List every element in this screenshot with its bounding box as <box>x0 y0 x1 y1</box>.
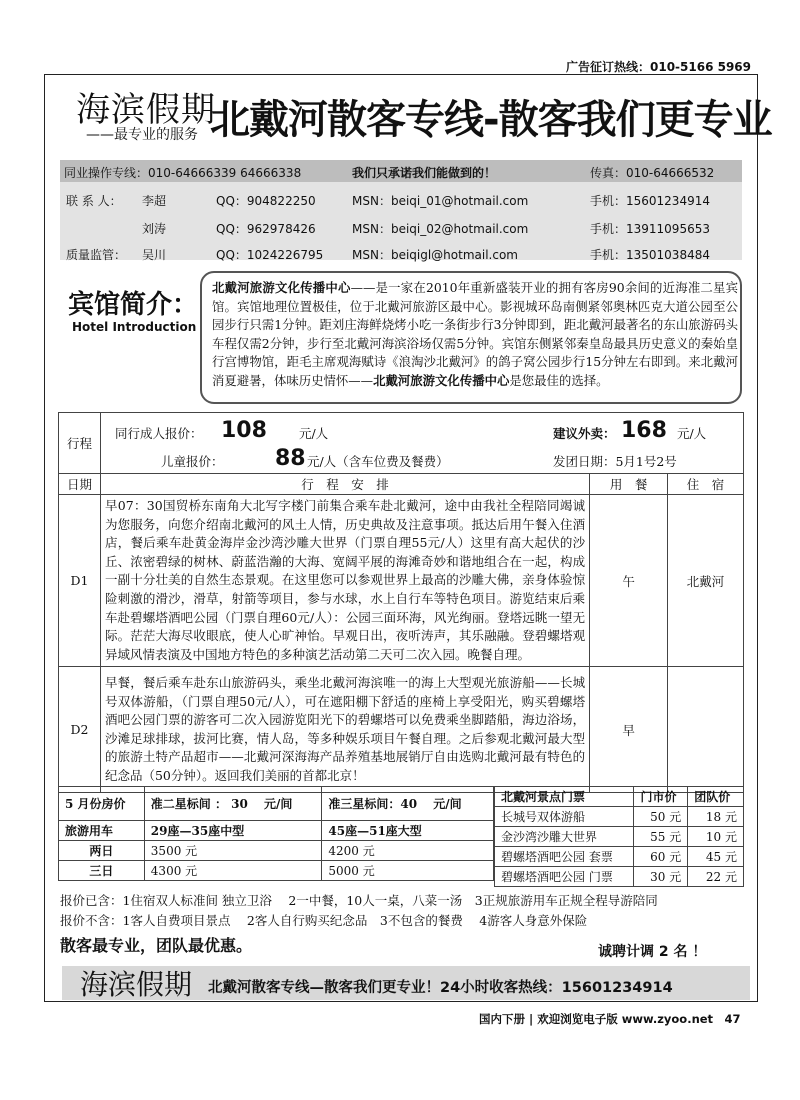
col-meal: 用 餐 <box>590 474 668 495</box>
contact-role: 联 系 人： <box>66 194 122 208</box>
ticket-name: 长城号双体游船 <box>495 807 634 827</box>
bus-label: 旅游用车 <box>59 821 145 841</box>
child-price-label: 儿童报价： <box>160 454 224 469</box>
ticket-name: 金沙湾沙雕大世界 <box>495 827 634 847</box>
contact-msn: MSN：beiqi_02@hotmail.com <box>352 222 529 236</box>
adult-price: 108 <box>220 418 267 443</box>
ticket-group-price: 10 元 <box>688 827 744 847</box>
slogan: 散客最专业，团队最优惠。 <box>60 936 253 955</box>
child-price: 88 <box>274 446 306 471</box>
price-excludes: 报价不含：1客人自费项目景点 2客人自行购买纪念品 3不包含的餐费 4游客人身意外保险 <box>60 913 588 928</box>
day-label: D2 <box>59 667 101 793</box>
bus-small: 29座—35座中型 <box>144 821 322 841</box>
contact-name: 吴川 <box>142 248 167 262</box>
ad-hotline: 广告征订热线：010-5166 5969 <box>566 60 752 74</box>
contact-qq: QQ：1024226795 <box>216 248 324 262</box>
price-includes: 报价已含：1住宿双人标准间 独立卫浴 2一中餐，10人一桌，八菜一汤 3正规旅游用车正规全程导游陪同 <box>60 893 658 908</box>
suggest-price-unit: 元/人 <box>676 426 707 441</box>
ticket-group-price: 45 元 <box>688 847 744 867</box>
suggest-price-label: 建议外卖： <box>552 426 616 441</box>
ticket-door-price: 60 元 <box>634 847 688 867</box>
door-price-header: 门市价 <box>634 787 688 807</box>
brand-tagline: ——最专业的服务 <box>86 127 198 143</box>
contact-qq: QQ：962978426 <box>216 222 316 236</box>
ops-line: 同业操作专线：010-64666339 64666338 <box>64 166 302 180</box>
col-schedule: 行 程 安 排 <box>100 474 589 495</box>
day-schedule: 早07：30国贸桥东南角大北写字楼门前集合乘车赴北戴河，途中由我社全程陪同竭诚为您服务，向您介绍南北戴河的风土人情，历史典故及注意事项。抵达后用午餐入住酒店，餐后乘车赴黄金海岸金沙湾沙雕大世界（门票自理55元/人）这里有高大起伏的沙丘、浓密碧绿的树林、蔚蓝浩瀚的大海、宽阔平展的海滩奇妙和谐地组合在一起，构成一副十分壮美的自然生态景观。在这里您可以参观世界上最高的沙雕大佛，亲身体验惊险刺激的滑沙，滑草，射箭等项目，参与水球，水上自行车等特色项目。游览结束后乘车赴碧螺塔酒吧公园（门票自理60元/人）：公园三面环海，风光绚丽。登塔远眺一望无际。茫茫大海尽收眼底，使人心旷神怡。早观日出，夜听涛声，其乐融融。登碧螺塔观异域风情表演及中国地方特色的多种演艺活动第二天可二次入园。晚餐自理。 <box>100 495 589 667</box>
day-stay: 北戴河 <box>668 495 744 667</box>
contact-role: 质量监管： <box>66 248 127 262</box>
bottom-brand: 海滨假期 <box>80 968 193 1001</box>
col-date: 日期 <box>59 474 101 495</box>
hotel-subtitle: Hotel Introduction <box>72 320 197 334</box>
room-bus-table <box>58 786 494 881</box>
contact-name: 刘涛 <box>142 222 167 236</box>
may-price-label: 5 月份房价 <box>59 787 145 821</box>
depart-date: 发团日期：5月1号2号 <box>552 454 677 469</box>
ticket-name: 碧螺塔酒吧公园 门票 <box>495 867 634 887</box>
page-footer: 国内下册 | 欢迎浏览电子版 www.zyoo.net 47 <box>479 1012 741 1026</box>
hotel-description <box>212 279 738 390</box>
adult-price-unit: 元/人 <box>298 426 329 441</box>
hotel-lead: 北戴河旅游文化传播中心 <box>212 280 351 295</box>
bus-days: 两日 <box>59 841 145 861</box>
day-schedule: 早餐，餐后乘车赴东山旅游码头，乘坐北戴河海滨唯一的海上大型观光旅游船——长城号双体游船，（门票自理50元/人），可在遮阳棚下舒适的座椅上享受阳光，购买碧螺塔酒吧公园门票的游客可二次入园游览阳光下的碧螺塔可以免费乘坐脚踏船，海边浴场，沙滩足球排球，拔河比赛，情人岛，等多种娱乐项目午餐自理。之后参观北戴河最大型的旅游土特产品超市——北戴河深海海产品养殖基地展销厅自由选购北戴河最有特色的纪念品（50分钟）。返回我们美丽的首都北京！ <box>100 667 589 793</box>
hotel-tail: 是您最佳的选择。 <box>509 372 609 388</box>
col-stay: 住 宿 <box>668 474 744 495</box>
ticket-door-price: 30 元 <box>634 867 688 887</box>
ticket-table <box>494 786 744 887</box>
recruit-notice: 诚聘计调 2 名 ！ <box>598 944 707 960</box>
bus-large-price: 4200 元 <box>322 841 494 861</box>
brand-logo-text: 海滨假期 <box>76 90 216 130</box>
child-price-unit: 元/人（含车位费及餐费） <box>306 454 449 469</box>
itinerary-table <box>58 412 744 793</box>
three-star-price: 准三星标间：40 元/间 <box>322 787 494 821</box>
contact-mobile: 手机：15601234914 <box>590 194 710 208</box>
fax: 传真：010-64666532 <box>590 166 715 180</box>
two-star-price: 准二星标间 ： 30 元/间 <box>144 787 322 821</box>
group-price-header: 团队价 <box>688 787 744 807</box>
ticket-group-price: 18 元 <box>688 807 744 827</box>
day-label: D1 <box>59 495 101 667</box>
contact-mobile: 手机：13911095653 <box>590 222 710 236</box>
contact-name: 李超 <box>142 194 167 208</box>
contact-qq: QQ：904822250 <box>216 194 316 208</box>
ticket-door-price: 50 元 <box>634 807 688 827</box>
adult-price-label: 同行成人报价： <box>114 426 203 441</box>
trip-label: 行程 <box>59 413 101 474</box>
bus-large: 45座—51座大型 <box>322 821 494 841</box>
suggest-price: 168 <box>620 418 667 443</box>
bus-large-price: 5000 元 <box>322 861 494 881</box>
bus-days: 三日 <box>59 861 145 881</box>
headline: 北戴河散客专线-散客我们更专业 <box>210 97 772 143</box>
price-cell <box>100 413 743 474</box>
bus-small-price: 3500 元 <box>144 841 322 861</box>
bottom-hotline: 北戴河散客专线—散客我们更专业！24小时收客热线：15601234914 <box>208 980 673 996</box>
contact-mobile: 手机：13501038484 <box>590 248 710 262</box>
day-meal: 午 <box>590 495 668 667</box>
hotel-body: ——是一家在2010年重新盛装开业的拥有客房90余间的近海准二星宾馆。宾馆地理位置极佳，位于北戴河旅游区最中心。影视城环岛南侧紧邻奥林匹克大道公园至公园步行只需1分钟。距刘庄海鲜烧烤小吃一条街步行3分钟即到，距北戴河最著名的东山旅游码头车程仅需2分钟，步行至北戴河海滨浴场仅需5分钟。宾馆东侧紧邻秦皇岛最具历史意义的秦始皇行宫博物馆，距毛主席观海赋诗《浪淘沙北戴河》的鸽子窝公园步行15分钟左右即到。来北戴河消夏避暑，体味历史情怀—— <box>212 280 738 388</box>
day-stay <box>668 667 744 793</box>
ticket-group-price: 22 元 <box>688 867 744 887</box>
hotel-tail-bold: 北戴河旅游文化传播中心 <box>373 372 510 388</box>
hotel-title: 宾馆简介： <box>68 290 199 320</box>
ticket-door-price: 55 元 <box>634 827 688 847</box>
promise-text: 我们只承诺我们能做到的！ <box>352 166 497 180</box>
ticket-name: 碧螺塔酒吧公园 套票 <box>495 847 634 867</box>
tickets-header: 北戴河景点门票 <box>495 787 634 807</box>
contact-msn: MSN：beiqi_01@hotmail.com <box>352 194 529 208</box>
contact-msn: MSN：beiqigl@hotmail.com <box>352 248 518 262</box>
day-meal: 早 <box>590 667 668 793</box>
bus-small-price: 4300 元 <box>144 861 322 881</box>
